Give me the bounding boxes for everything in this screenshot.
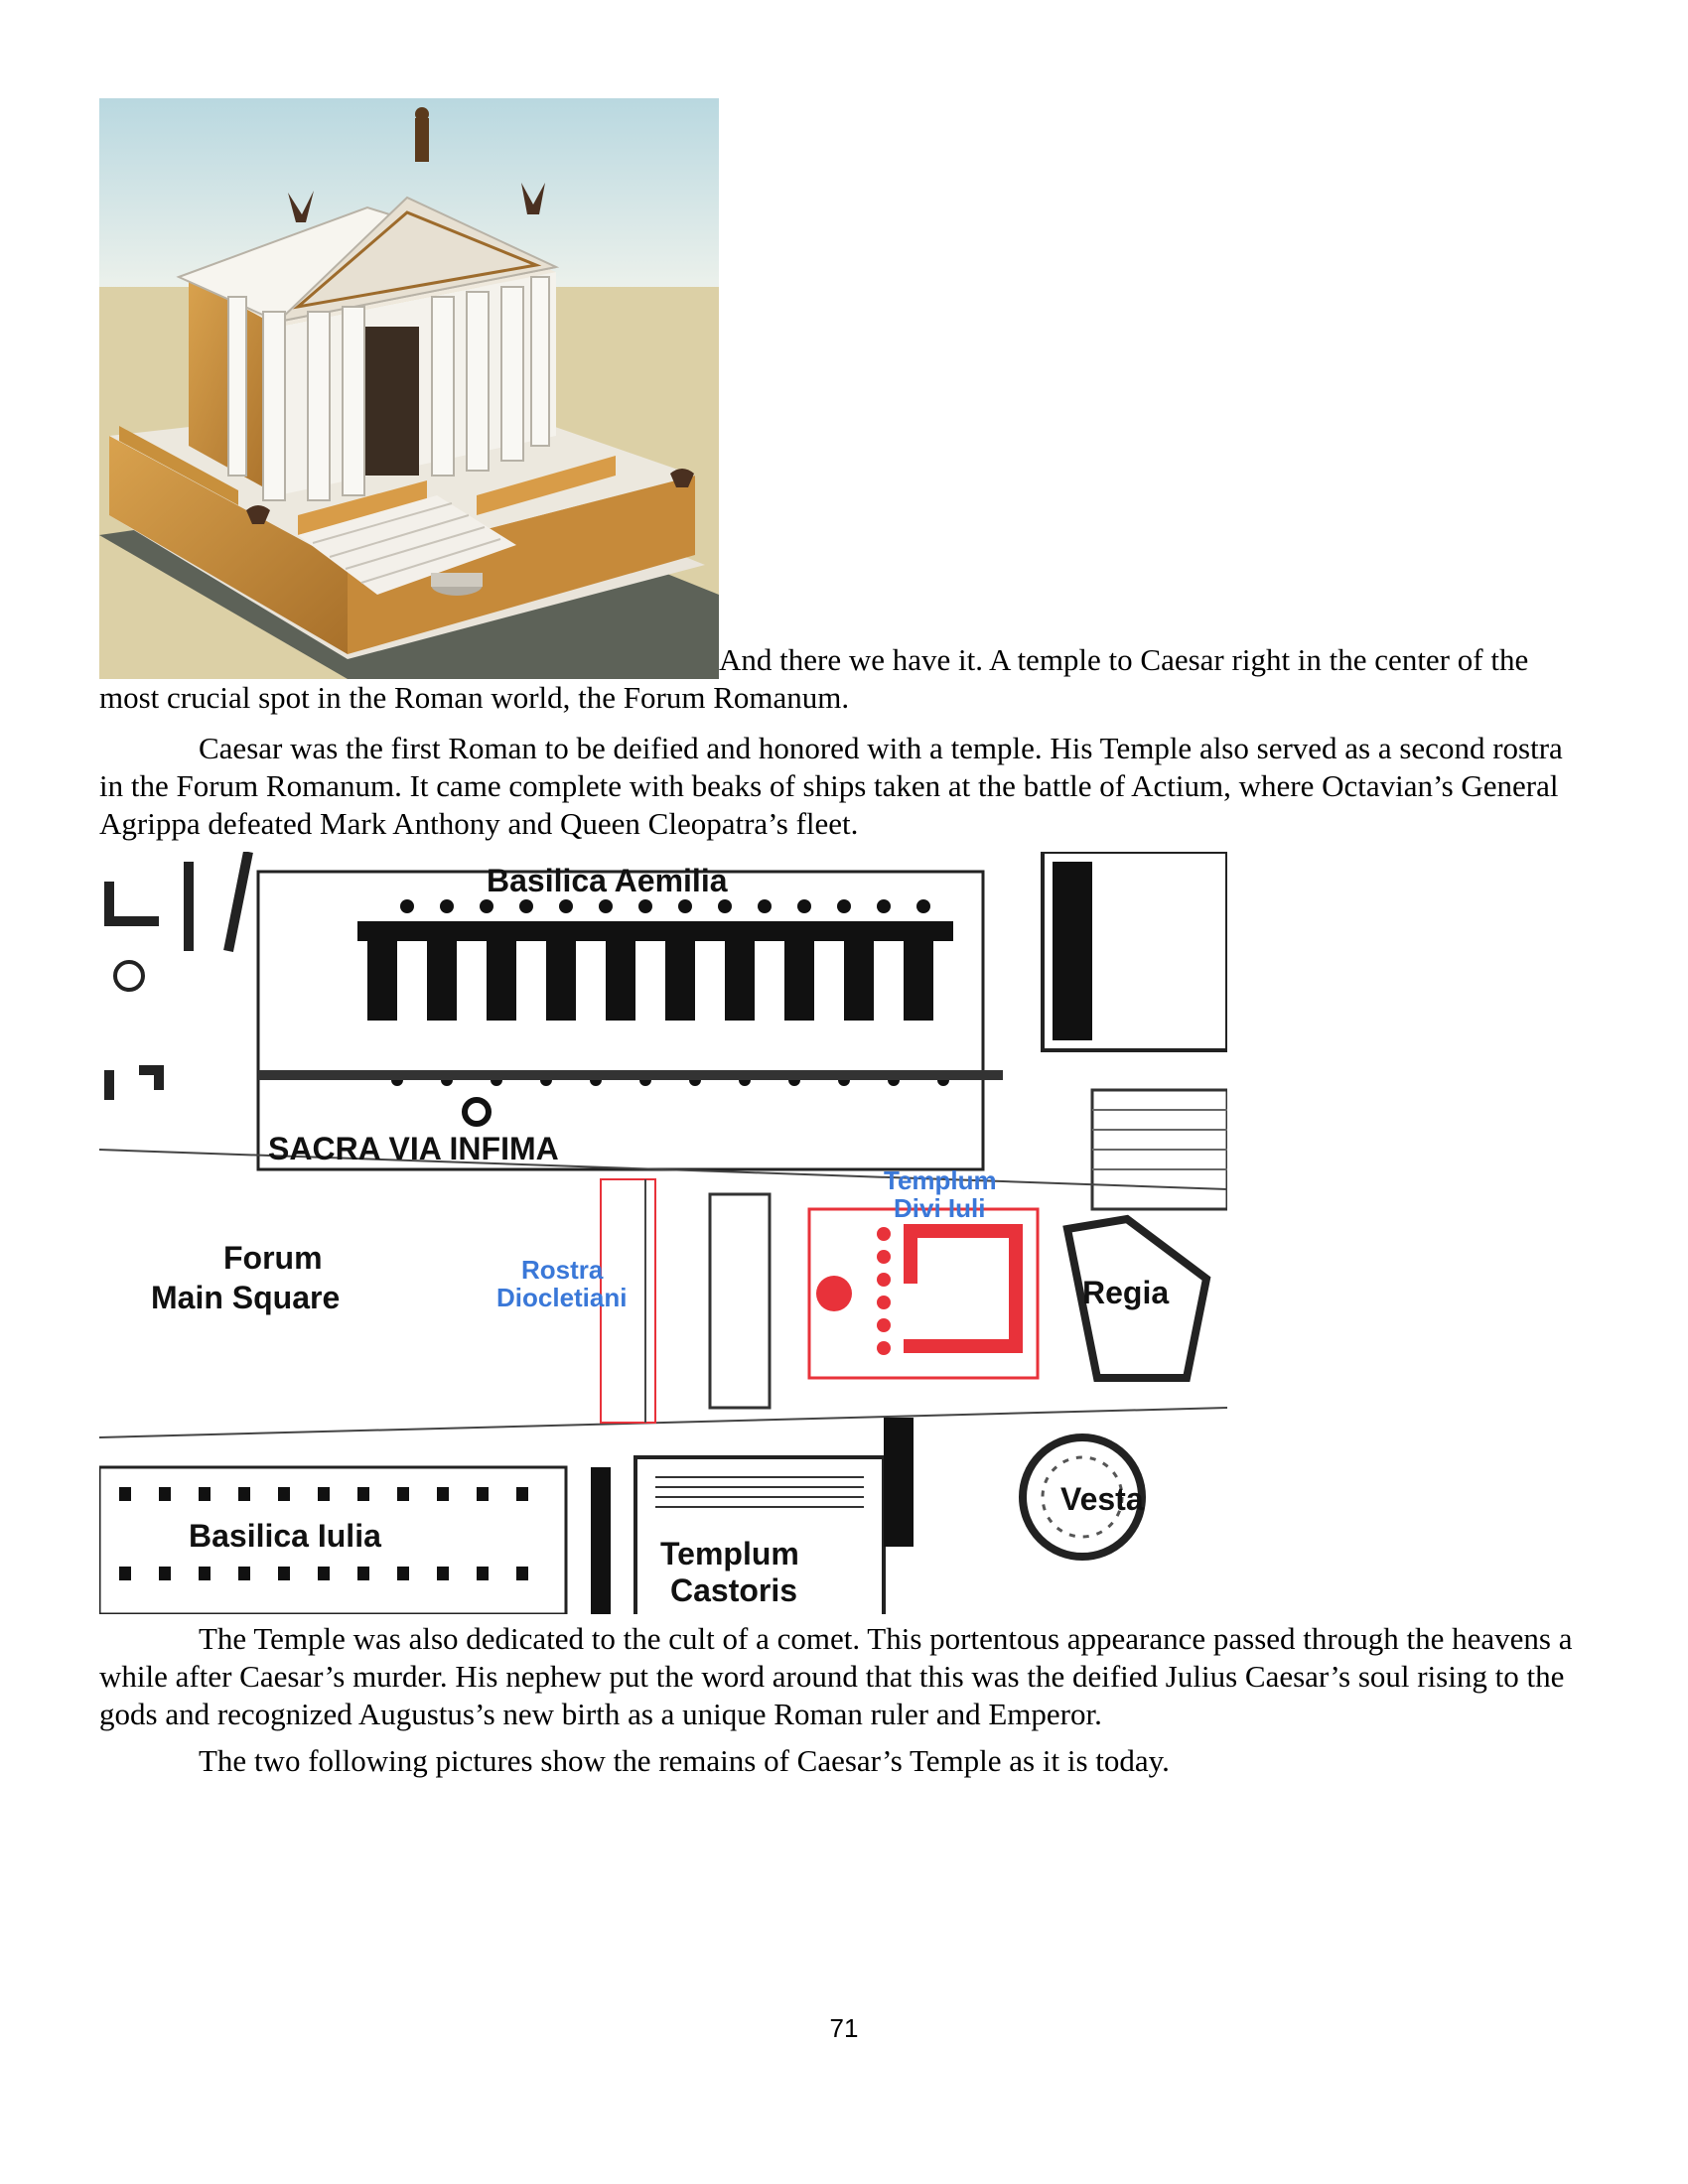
body-paragraph: Caesar was the first Roman to be deified and honored with a temple. His Temple also served as a second rostra in the Forum Romanum. It came complete with beaks of ships taken at the battle of Actium, where Octavian’s General Agrippa defeated Mark Anthony and Queen Cleopatra’s fleet. [99, 731, 1563, 841]
label-templum-castoris-2: Castoris [670, 1572, 798, 1608]
body-paragraph: The two following pictures show the remains of Caesar’s Temple as it is today. [199, 1743, 1170, 1778]
label-rostra-2: Diocletiani [496, 1283, 628, 1312]
label-forum-1: Forum [223, 1240, 323, 1276]
body-paragraph: The Temple was also dedicated to the cult of a comet. This portentous appearance passed through the heavens a while after Caesar’s murder. His nephew put the word around that this was the deified Julius Caesar’s soul rising to the gods and recognized Augustus’s new birth as a unique Roman ruler and Emperor. [99, 1621, 1573, 1731]
label-rostra-1: Rostra [521, 1255, 604, 1285]
label-basilica-aemilia: Basilica Aemilia [487, 863, 728, 898]
label-vesta: Vesta [1060, 1481, 1144, 1517]
label-regia: Regia [1082, 1275, 1170, 1310]
forum-map [99, 852, 1227, 1614]
temple-illustration [99, 98, 719, 679]
label-forum-2: Main Square [151, 1280, 341, 1315]
intro-text: And there we have it. A temple to Caesar right in the center of the most crucial spot in the Roman world, the Forum Romanum. [99, 642, 1529, 715]
label-sacra-via: SACRA VIA INFIMA [268, 1131, 559, 1166]
label-templum-castoris-1: Templum [660, 1536, 799, 1571]
label-templum-divi-iuli-1: Templum [884, 1165, 997, 1195]
page-number: 71 [829, 2013, 859, 2043]
label-basilica-iulia: Basilica Iulia [189, 1518, 381, 1554]
intro-paragraph [99, 98, 1589, 717]
label-templum-divi-iuli-2: Divi Iuli [894, 1193, 986, 1223]
